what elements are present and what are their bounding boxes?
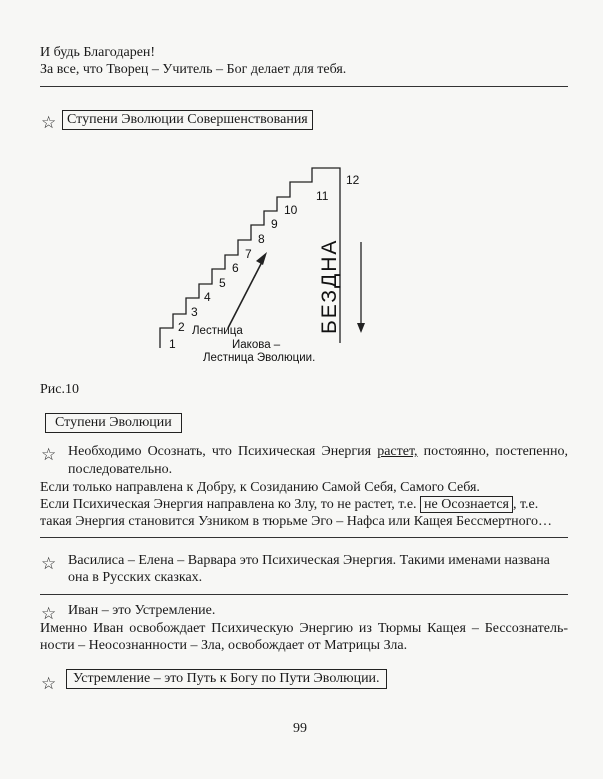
section2-title: Ступени Эволюции — [45, 413, 182, 433]
para3-line-2: Именно Иван освобождает Психическую Энергию из Тюрмы Кащея – Бессознатель- — [40, 621, 568, 636]
header-line-2: За все, что Творец – Учитель – Бог делает для тебя. — [40, 62, 347, 77]
para3-line-3: ности – Неосознанности – Зла, освобождает от Матрицы Зла. — [40, 638, 408, 653]
jacob-ladder-diagram — [150, 158, 380, 368]
ladder-caption: Лестница — [192, 325, 243, 337]
ladder-caption: Лестница Эволюции. — [203, 352, 316, 364]
para2-line-1: Василиса – Елена – Варвара это Психическая Энергия. Такими именами названа — [68, 553, 550, 568]
step-label: 6 — [232, 261, 239, 275]
para1-underlined: растет, — [377, 444, 418, 459]
step-label: 2 — [178, 320, 185, 334]
star-icon: ☆ — [41, 554, 57, 574]
step-label: 8 — [258, 232, 265, 246]
ascent-arrow-head — [256, 252, 267, 265]
para3-line-1: Иван – это Устремление. — [68, 603, 216, 618]
step-label: 10 — [284, 203, 298, 217]
para1-boxed: не Осознается — [420, 496, 513, 513]
header-line-1: И будь Благодарен! — [40, 45, 156, 60]
para1-line-1 — [68, 443, 568, 461]
divider — [40, 537, 568, 538]
step-label: 12 — [346, 173, 360, 187]
step-label: 1 — [169, 337, 176, 351]
divider — [40, 86, 568, 87]
step-label: 9 — [271, 217, 278, 231]
para2-line-2: она в Русских сказках. — [68, 570, 203, 585]
section1-title: Ступени Эволюции Совершенствования — [62, 110, 313, 130]
abyss-label: БЕЗДНА — [318, 238, 341, 334]
star-icon: ☆ — [41, 604, 57, 624]
para1-text: Необходимо Осознать, что Психическая Энергия — [68, 444, 378, 459]
para1-text: , т.е. — [512, 497, 539, 512]
para4-boxed: Устремление – это Путь к Богу по Пути Эволюции. — [66, 669, 387, 689]
step-label: 3 — [191, 305, 198, 319]
para1-text: Если Психическая Энергия направлена ко Злу, то не растет, т.е. — [40, 497, 417, 512]
star-icon: ☆ — [41, 445, 57, 465]
para1-line-2: последовательно. — [68, 462, 173, 477]
step-label: 7 — [245, 247, 252, 261]
step-label: 5 — [219, 276, 226, 290]
para1-line-5: такая Энергия становится Узником в тюрьме Эго – Нафса или Кащея Бессмертного… — [40, 514, 552, 529]
para1-text: постоянно, постепенно, — [417, 444, 568, 459]
star-icon: ☆ — [41, 113, 57, 133]
step-label: 11 — [316, 189, 329, 203]
para1-line-4 — [40, 496, 568, 514]
ladder-caption: Иакова – — [232, 339, 281, 351]
divider — [40, 594, 568, 595]
page-number: 99 — [293, 721, 307, 736]
fall-arrow-head — [357, 323, 365, 333]
para1-line-3: Если только направлена к Добру, к Созиданию Самой Себя, Самого Себя. — [40, 480, 480, 495]
figure-label: Рис.10 — [40, 382, 79, 397]
step-label: 4 — [204, 290, 211, 304]
star-icon: ☆ — [41, 674, 57, 694]
